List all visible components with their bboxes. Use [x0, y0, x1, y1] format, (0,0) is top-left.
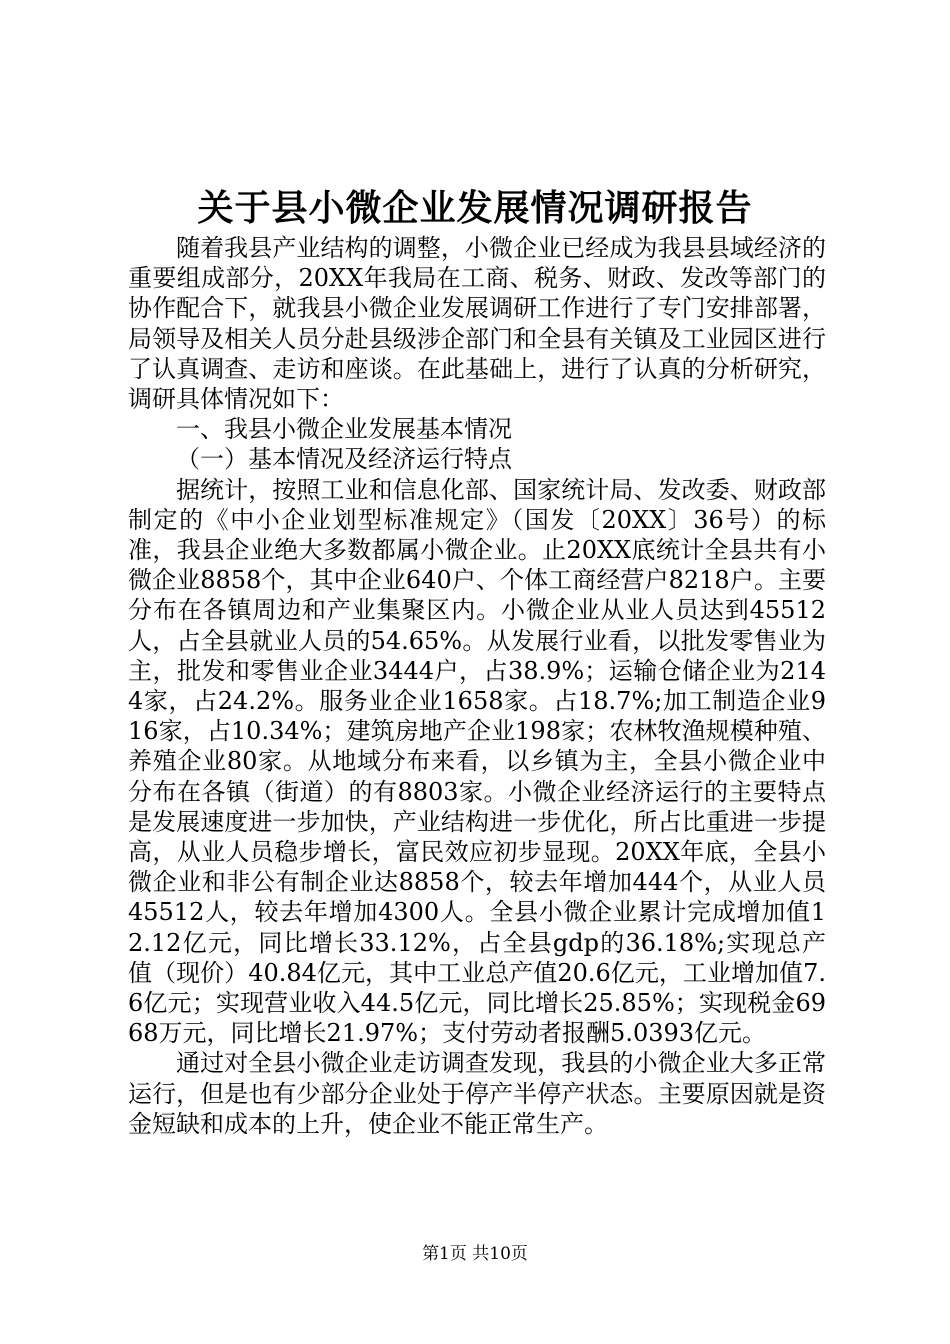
- survey-findings-paragraph: 通过对全县小微企业走访调查发现，我县的小微企业大多正常运行，但是也有少部分企业处于停产半停产状态。主要原因就是资金短缺和成本的上升，使企业不能正常生产。: [128, 1049, 826, 1138]
- statistics-paragraph: 据统计，按照工业和信息化部、国家统计局、发改委、财政部制定的《中小企业划型标准规定》（国发〔20XX〕36号）的标准，我县企业绝大多数都属小微企业。止20XX底统计全县共有小微企业8858个，其中企业640户、个体工商经营户8218户。主要分布在各镇周边和产业集聚区内。小微企业从业人员达到45512人，占全县就业人员的54.65%。从发展行业看，以批发零售业为主，批发和零售业企业3444户，占38.9%；运输仓储企业为2144家，占24.2%。服务业企业1658家。占18.7%;加工制造企业916家，占10.34%；建筑房地产企业198家；农林牧渔规模种殖、养殖企业80家。从地域分布来看，以乡镇为主，全县小微企业中分布在各镇（街道）的有8803家。小微企业经济运行的主要特点是发展速度进一步加快，产业结构进一步优化，所占比重进一步提高，从业人员稳步增长，富民效应初步显现。20XX年底，全县小微企业和非公有制企业达8858个，较去年增加444个，从业人员45512人，较去年增加4300人。全县小微企业累计完成增加值12.12亿元，同比增长33.12%，占全县gdp的36.18%;实现总产值（现价）40.84亿元，其中工业总产值20.6亿元，工业增加值7.6亿元；实现营业收入44.5亿元，同比增长25.85%；实现税金6968万元，同比增长21.97%；支付劳动者报酬5.0393亿元。: [128, 475, 826, 1048]
- subsection-heading: （一）基本情况及经济运行特点: [176, 445, 512, 474]
- document-body: [128, 233, 826, 1139]
- page-number-footer: 第1页 共10页: [422, 1244, 528, 1264]
- section-heading: 一、我县小微企业发展基本情况: [176, 415, 512, 444]
- intro-paragraph: 随着我县产业结构的调整，小微企业已经成为我县县域经济的重要组成部分，20XX年我局在工商、税务、财政、发改等部门的协作配合下，就我县小微企业发展调研工作进行了专门安排部署，局领导及相关人员分赴县级涉企部门和全县有关镇及工业园区进行了认真调查、走访和座谈。在此基础上，进行了认真的分析研究，调研具体情况如下：: [128, 234, 826, 414]
- document-title: 关于县小微企业发展情况调研报告: [197, 187, 753, 229]
